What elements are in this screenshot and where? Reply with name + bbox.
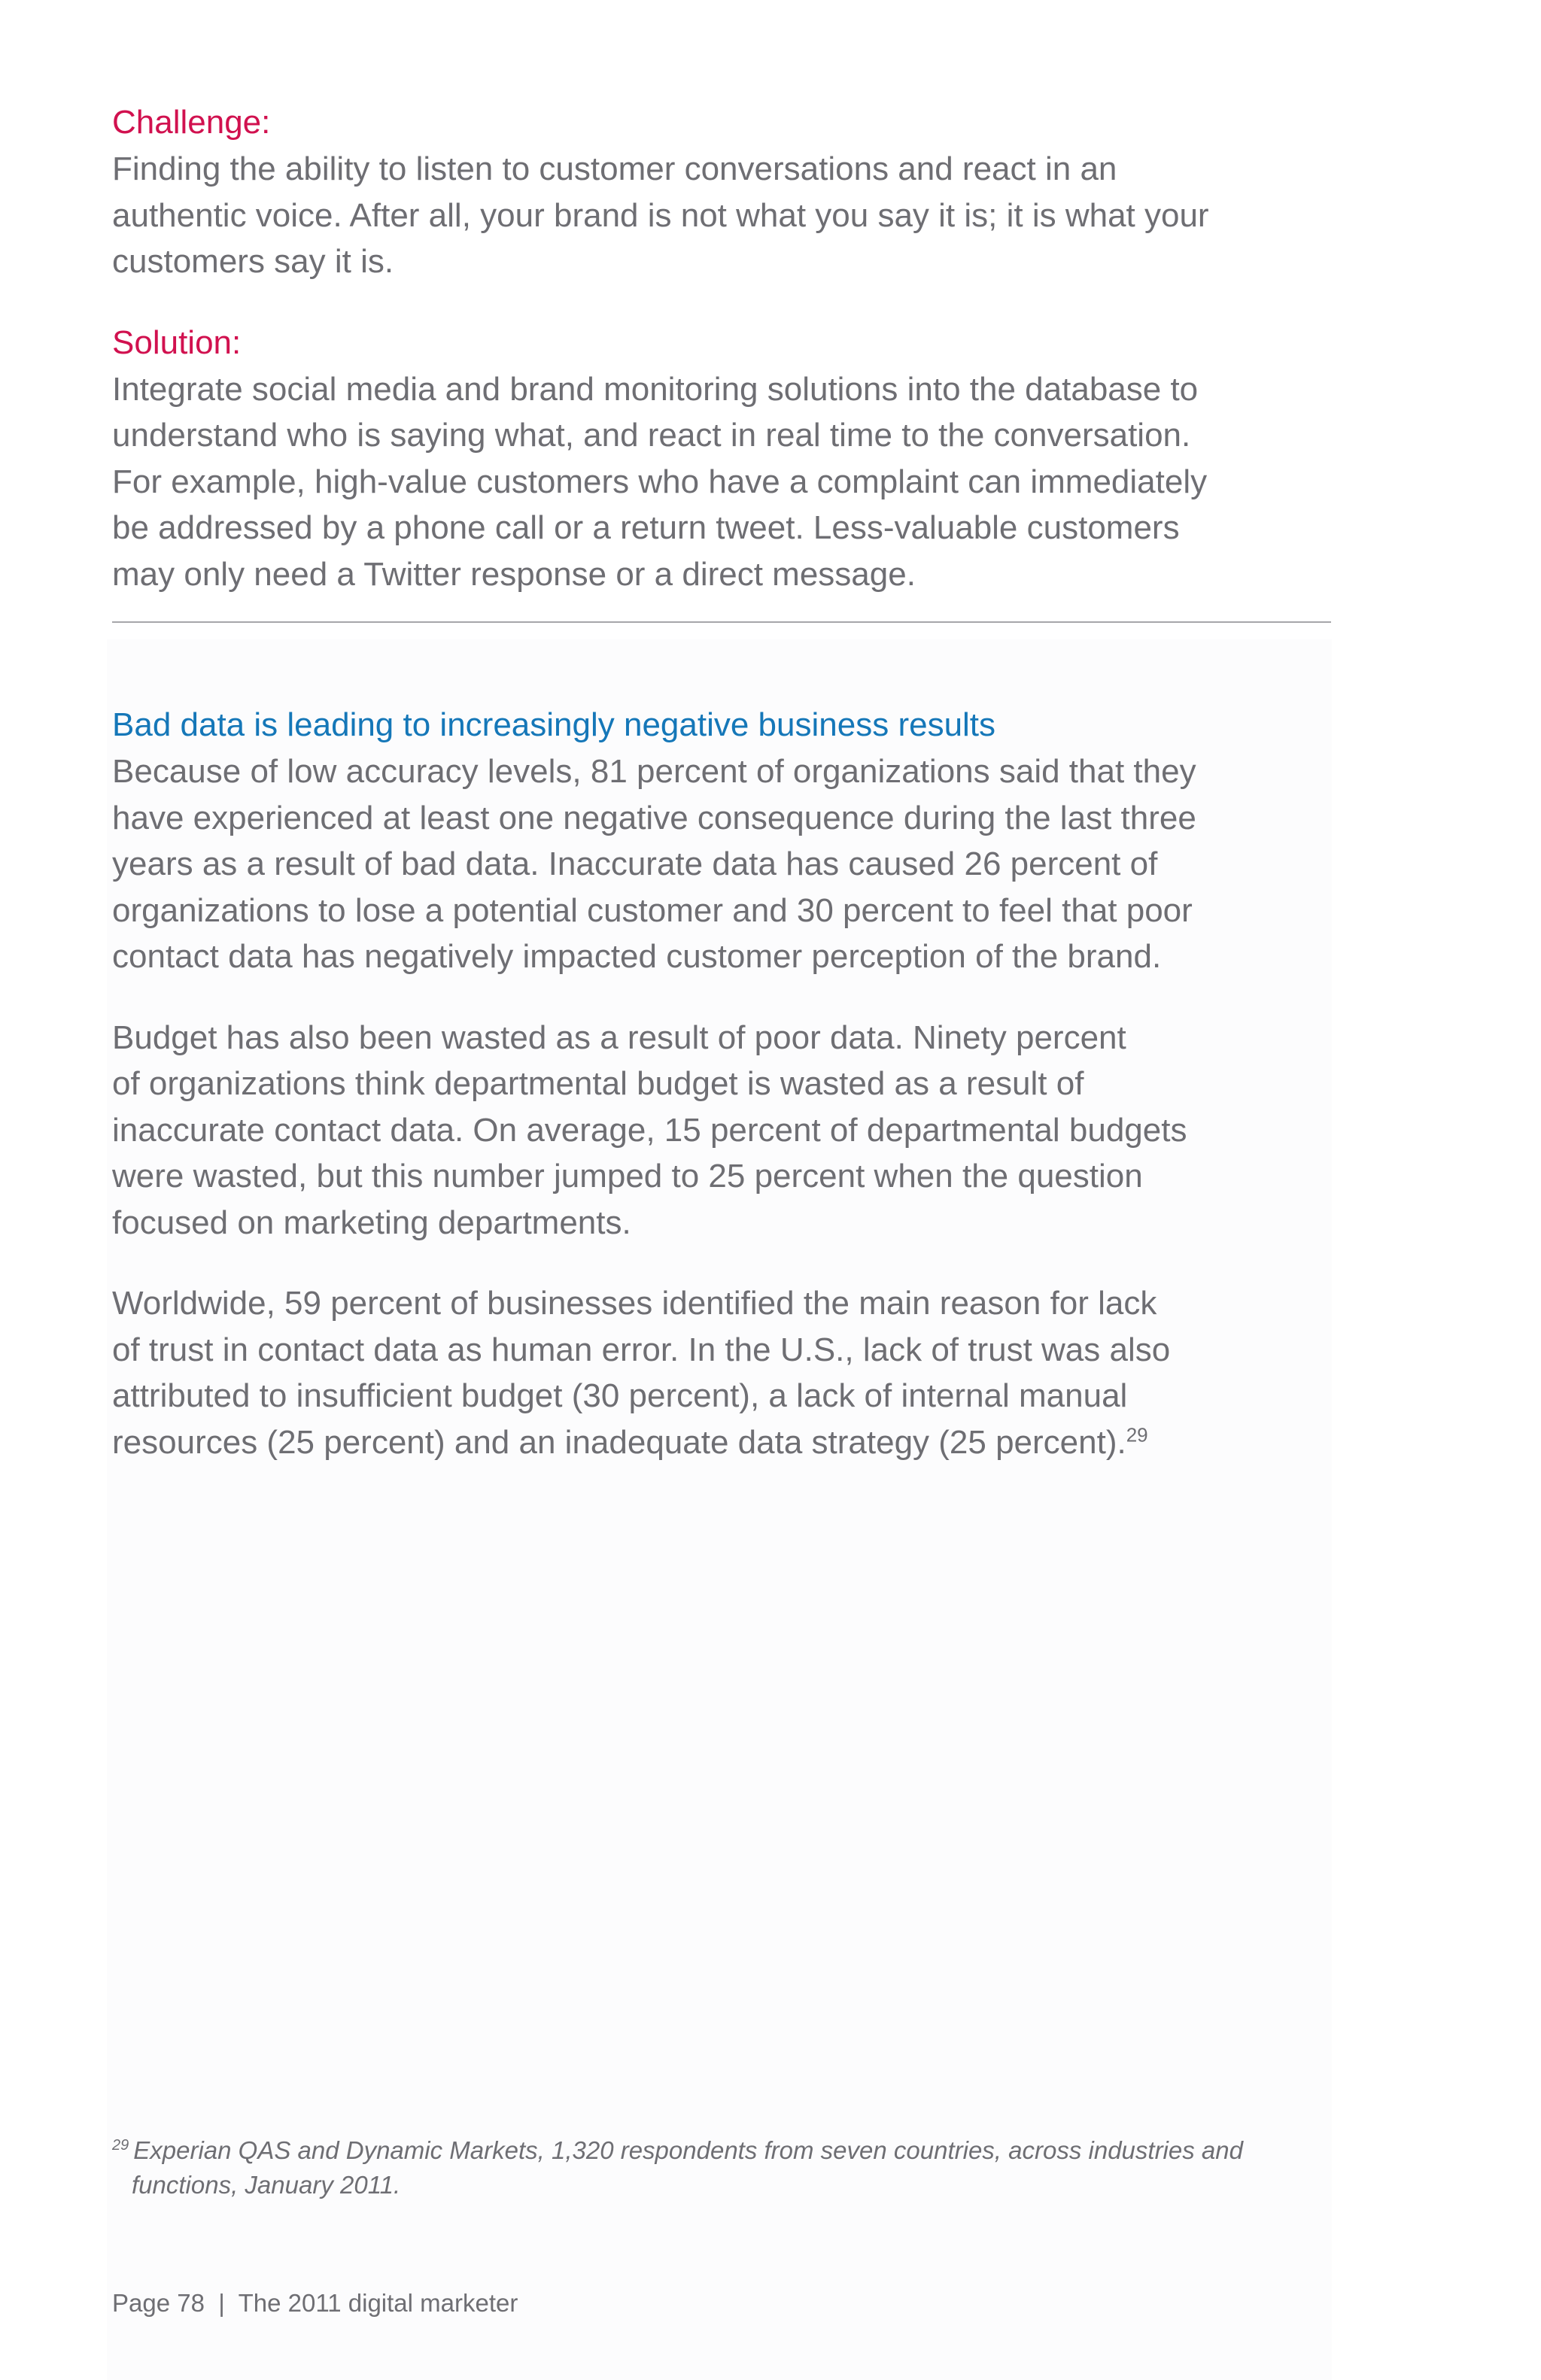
paragraph-line: were wasted, but this number jumped to 25 percent when the question bbox=[112, 1158, 1143, 1195]
solution-line: be addressed by a phone call or a return tweet. Less-valuable customers bbox=[112, 509, 1180, 546]
bad-data-section bbox=[112, 702, 1346, 1465]
paragraph-trust bbox=[112, 1280, 1346, 1465]
solution-text bbox=[112, 366, 1346, 598]
paragraph-line: Worldwide, 59 percent of businesses identified the main reason for lack bbox=[112, 1285, 1157, 1322]
paragraph-line: years as a result of bad data. Inaccurate data has caused 26 percent of bbox=[112, 845, 1158, 882]
footnote-line: Experian QAS and Dynamic Markets, 1,320 respondents from seven countries, across industries and bbox=[133, 2136, 1243, 2164]
challenge-heading: Challenge: bbox=[112, 104, 271, 141]
footnote-marker: 29 bbox=[112, 2137, 129, 2154]
challenge-text bbox=[112, 146, 1346, 285]
paragraph-line: have experienced at least one negative consequence during the last three bbox=[112, 799, 1196, 836]
top-section bbox=[112, 99, 1346, 597]
paragraph-line: attributed to insufficient budget (30 percent), a lack of internal manual bbox=[112, 1377, 1128, 1414]
footnote-reference[interactable]: 29 bbox=[1126, 1422, 1148, 1446]
paragraph-line: focused on marketing departments. bbox=[112, 1204, 631, 1241]
solution-line: Integrate social media and brand monitoring solutions into the database to bbox=[112, 370, 1199, 408]
section-divider bbox=[112, 621, 1331, 623]
solution-heading: Solution: bbox=[112, 323, 242, 361]
solution-line: may only need a Twitter response or a direct message. bbox=[112, 555, 916, 593]
paragraph-line: inaccurate contact data. On average, 15 percent of departmental budgets bbox=[112, 1111, 1187, 1149]
challenge-line: authentic voice. After all, your brand is not what you say it is; it is what your bbox=[112, 196, 1209, 234]
challenge-line: Finding the ability to listen to customer conversations and react in an bbox=[112, 150, 1117, 187]
solution-line: understand who is saying what, and react in real time to the conversation. bbox=[112, 417, 1191, 454]
solution-line: For example, high-value customers who have a complaint can immediately bbox=[112, 463, 1208, 500]
paragraph-line: contact data has negatively impacted customer perception of the brand. bbox=[112, 938, 1162, 975]
solution-block bbox=[112, 320, 1346, 598]
paragraph-line: resources (25 percent) and an inadequate data strategy (25 percent). bbox=[112, 1423, 1126, 1461]
paragraph-consequences bbox=[112, 748, 1346, 980]
challenge-line: customers say it is. bbox=[112, 243, 394, 280]
page-footer: Page 78 | The 2011 digital marketer bbox=[112, 2289, 518, 2317]
paragraph-line: of organizations think departmental budget is wasted as a result of bbox=[112, 1065, 1084, 1102]
paragraph-line: of trust in contact data as human error. In the U.S., lack of trust was also bbox=[112, 1331, 1171, 1368]
footnote bbox=[112, 2133, 1346, 2202]
paragraph-budget bbox=[112, 1015, 1346, 1246]
footnote-line: functions, January 2011. bbox=[132, 2171, 401, 2199]
challenge-block bbox=[112, 99, 1346, 285]
paragraph-line: organizations to lose a potential customer and 30 percent to feel that poor bbox=[112, 891, 1193, 929]
paragraph-line: Because of low accuracy levels, 81 percent of organizations said that they bbox=[112, 753, 1196, 790]
section-heading: Bad data is leading to increasingly negative business results bbox=[112, 706, 996, 743]
paragraph-line: Budget has also been wasted as a result of poor data. Ninety percent bbox=[112, 1018, 1126, 1056]
